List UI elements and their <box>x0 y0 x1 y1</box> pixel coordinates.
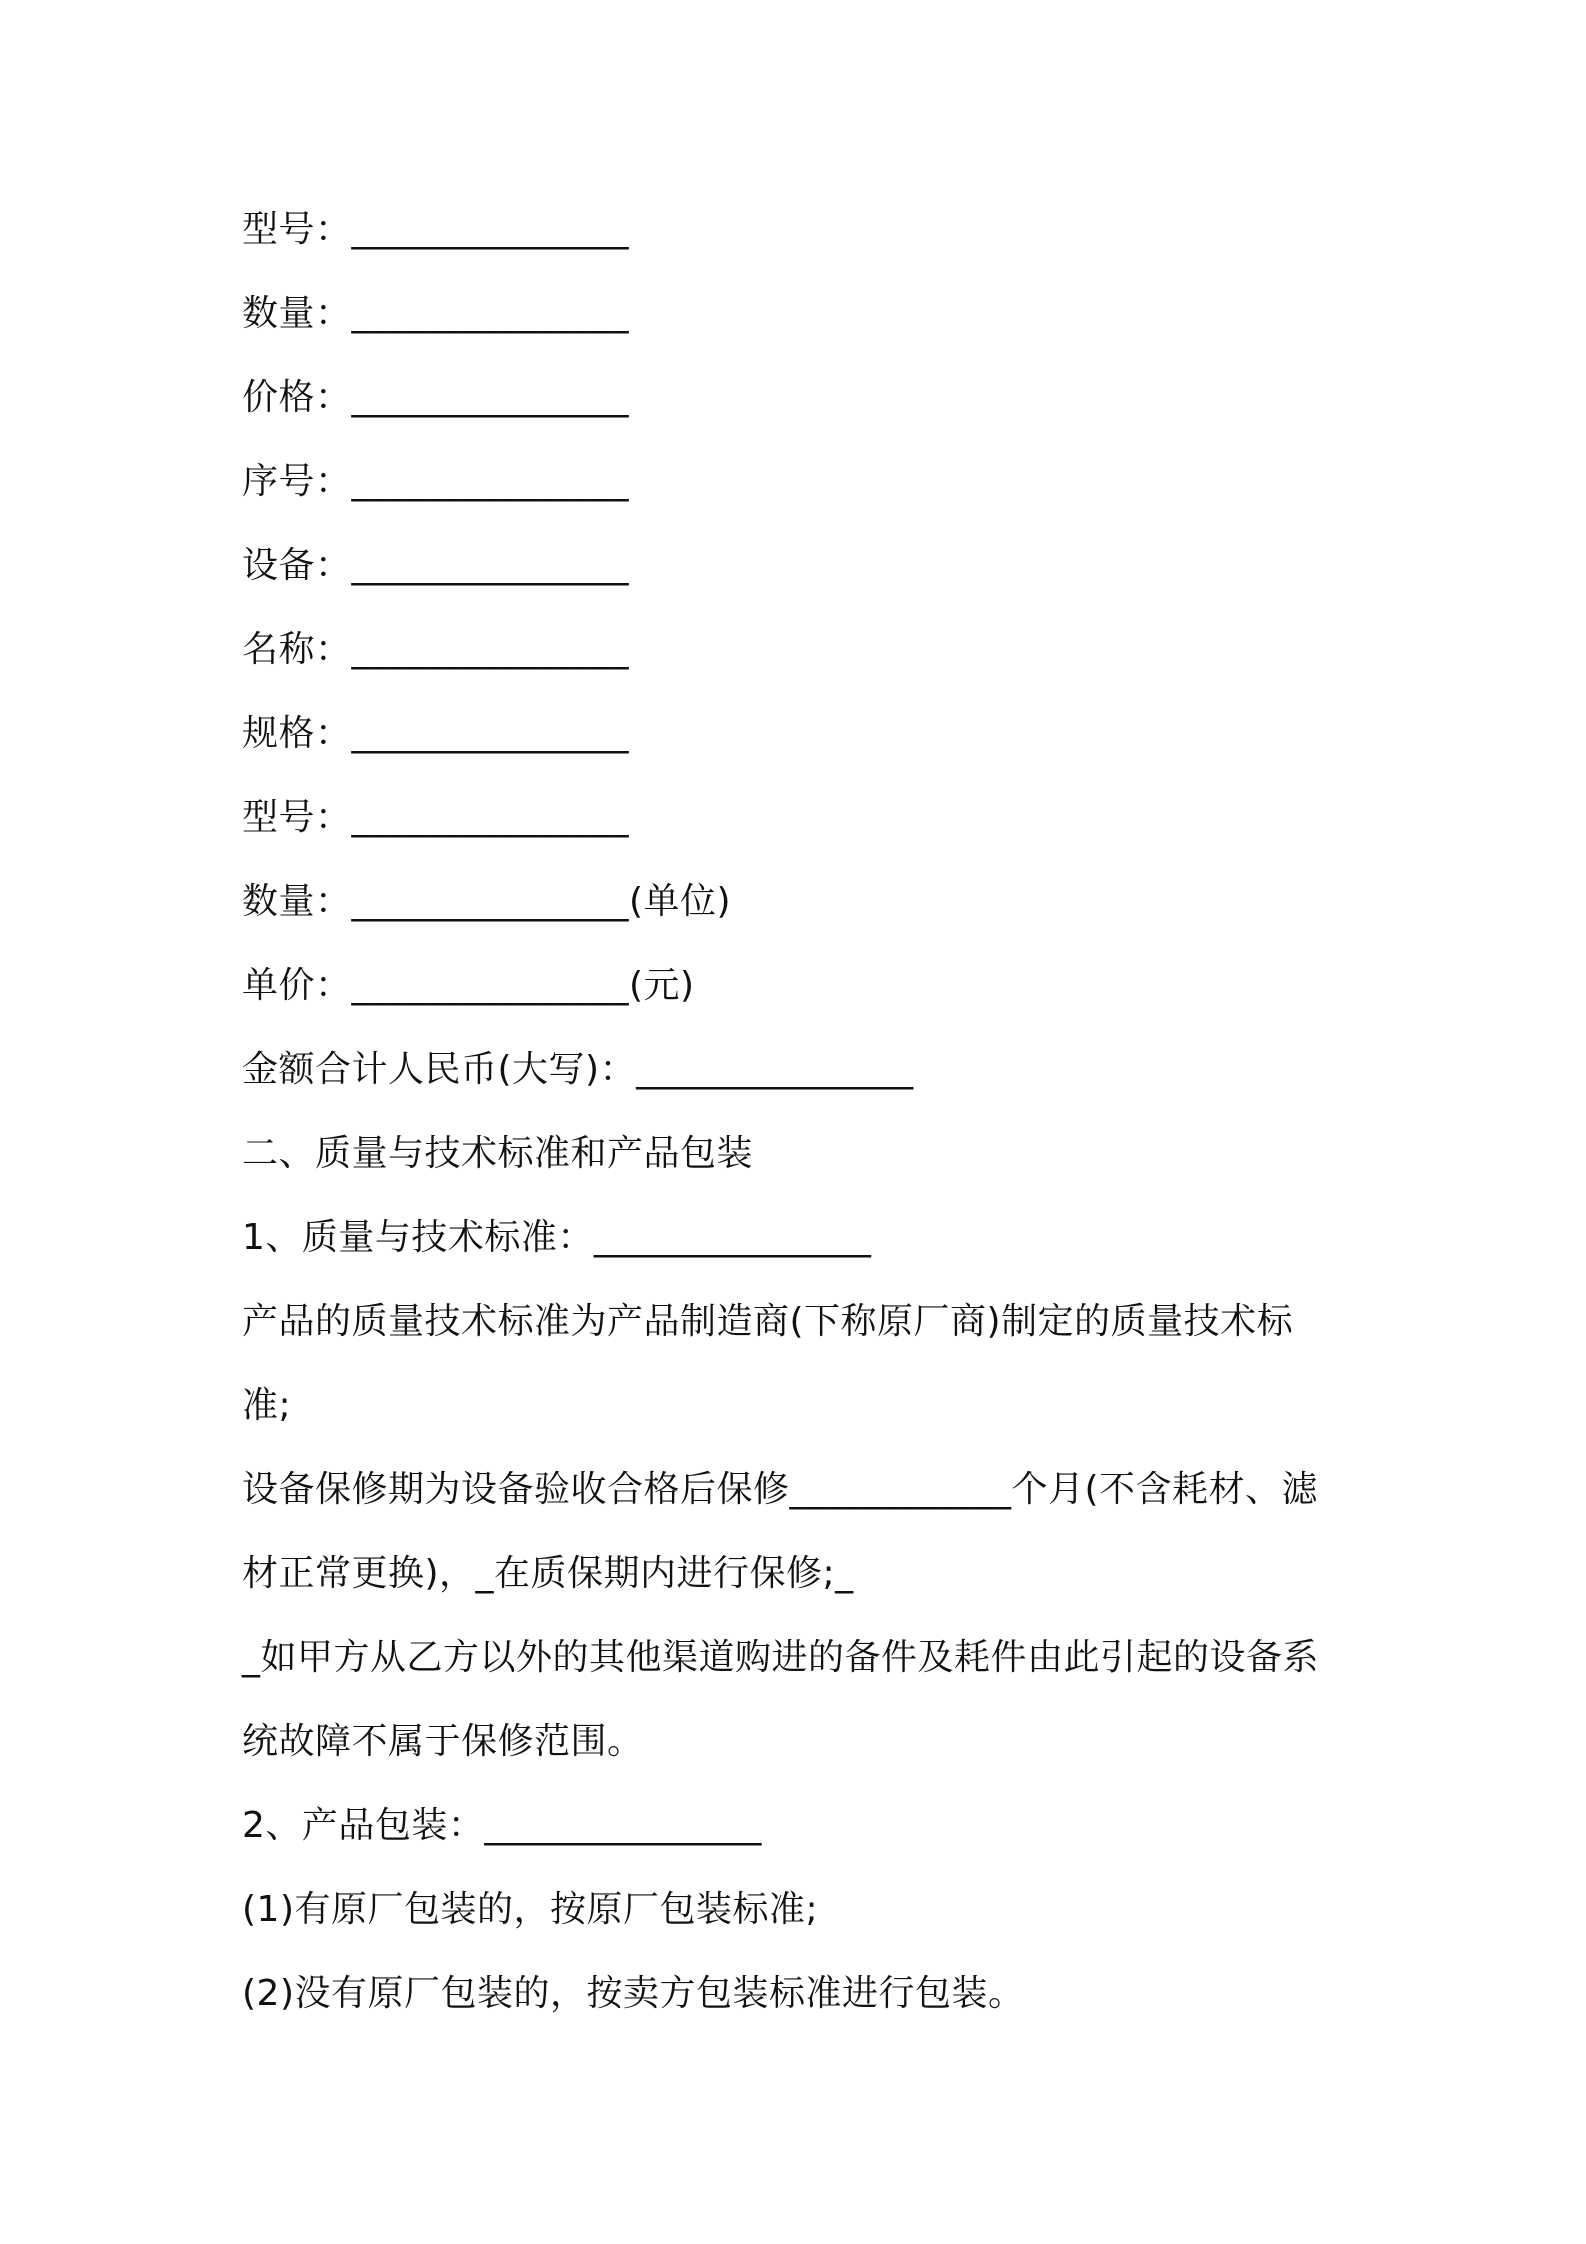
field-equipment: 设备：_______________ <box>242 545 630 586</box>
field-quantity: 数量：_______________ <box>242 293 630 334</box>
paragraph-quality-standard-line-2: 准; <box>242 1385 292 1426</box>
paragraph-exclusion-line-2: 统故障不属于保修范围。 <box>242 1721 644 1762</box>
field-total-amount: 金额合计人民币(大写)：_______________ <box>242 1049 914 1090</box>
field-model-2: 型号：_______________ <box>242 797 630 838</box>
subsection-packaging: 2、产品包装：_______________ <box>242 1805 762 1846</box>
field-name: 名称：_______________ <box>242 629 630 670</box>
field-model: 型号：_______________ <box>242 209 630 250</box>
paragraph-quality-standard-line-1: 产品的质量技术标准为产品制造商(下称原厂商)制定的质量技术标 <box>242 1301 1294 1342</box>
field-unit-price: 单价：_______________(元) <box>242 965 695 1006</box>
field-specification: 规格：_______________ <box>242 713 630 754</box>
field-quantity-unit: 数量：_______________(单位) <box>242 881 732 922</box>
packaging-item-2: (2)没有原厂包装的，按卖方包装标准进行包装。 <box>242 1973 1025 2014</box>
paragraph-warranty-line-1: 设备保修期为设备验收合格后保修____________个月(不含耗材、滤 <box>242 1469 1319 1510</box>
field-price: 价格：_______________ <box>242 377 630 418</box>
field-serial-number: 序号：_______________ <box>242 461 630 502</box>
packaging-item-1: (1)有原厂包装的，按原厂包装标准; <box>242 1889 819 1930</box>
paragraph-exclusion-line-1: _如甲方从乙方以外的其他渠道购进的备件及耗件由此引起的设备系 <box>242 1637 1320 1678</box>
section-heading-quality-packaging: 二、质量与技术标准和产品包装 <box>242 1133 754 1174</box>
subsection-quality-standard: 1、质量与技术标准：_______________ <box>242 1217 872 1258</box>
paragraph-warranty-line-2: 材正常更换)，_在质保期内进行保修;_ <box>242 1553 854 1594</box>
